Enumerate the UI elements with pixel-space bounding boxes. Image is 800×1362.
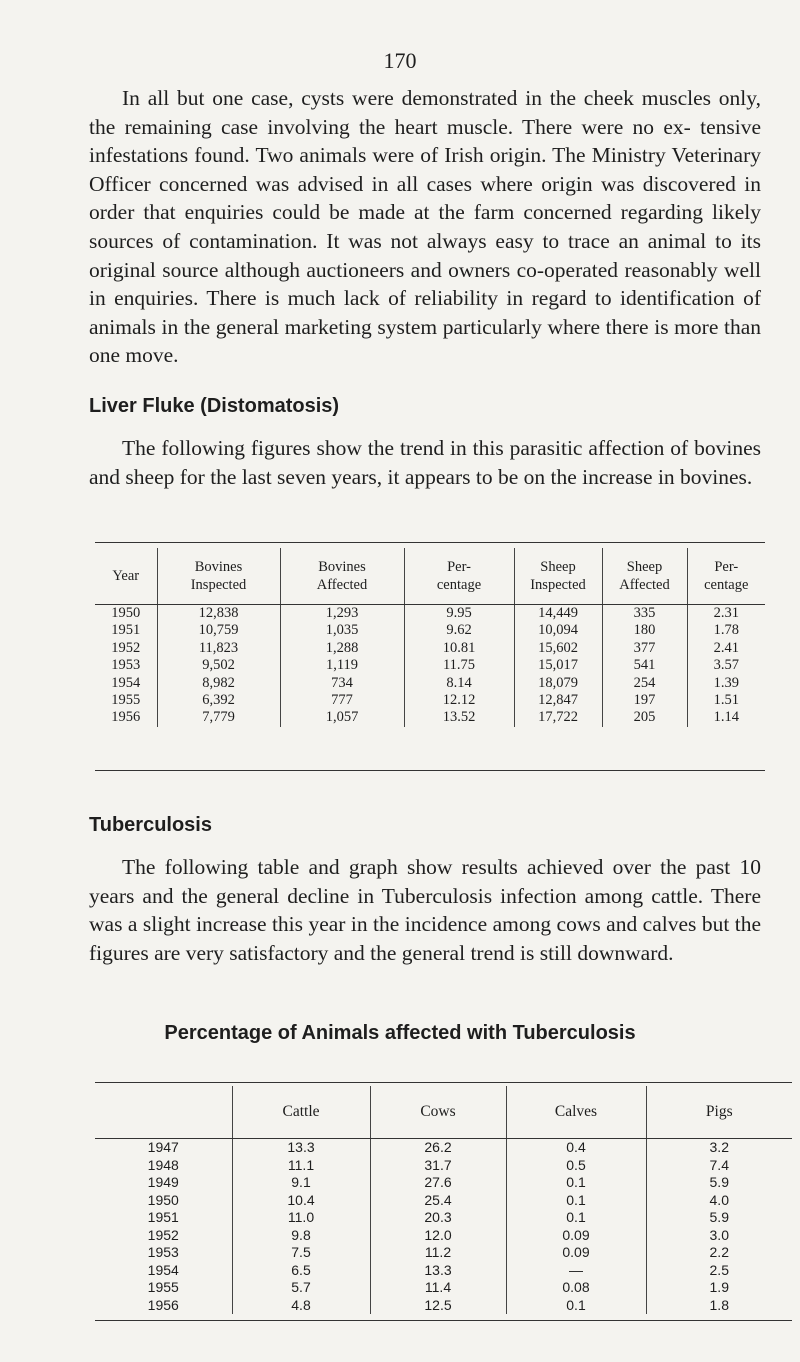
table-row <box>95 675 765 692</box>
value-cell: 27.6 <box>370 1174 506 1192</box>
value-cell: 734 <box>280 675 404 692</box>
value-cell: 1.78 <box>687 622 765 639</box>
value-cell: 9.1 <box>232 1174 370 1192</box>
value-cell: 20.3 <box>370 1209 506 1227</box>
value-cell: 11.0 <box>232 1209 370 1227</box>
value-cell: 17,722 <box>514 709 602 726</box>
value-cell: 18,079 <box>514 675 602 692</box>
year-cell: 1955 <box>147 1279 179 1295</box>
table-row <box>95 657 765 674</box>
column-header-bovines-affected: Bovines Affected <box>280 548 404 605</box>
value-cell: 10,094 <box>514 622 602 639</box>
column-header-bovines-inspected: Bovines Inspected <box>157 548 280 605</box>
value-cell: 0.08 <box>506 1279 646 1297</box>
column-header-bovines-percentage: Per- centage <box>404 548 514 605</box>
page-number: 170 <box>383 48 417 73</box>
value-cell: 8,982 <box>157 675 280 692</box>
value-cell: 5.7 <box>232 1279 370 1297</box>
column-header-cows: Cows <box>370 1086 506 1139</box>
table-row <box>95 1279 792 1297</box>
value-cell: 6.5 <box>232 1262 370 1280</box>
tuberculosis-line: The following table and graph show results achieved over the past <box>122 855 731 879</box>
value-cell: 11,823 <box>157 640 280 657</box>
value-cell: 12.0 <box>370 1227 506 1245</box>
year-cell: 1956 <box>111 709 141 726</box>
value-cell: 2.31 <box>687 605 765 623</box>
liver-fluke-table <box>95 548 765 727</box>
year-cell: 1951 <box>111 622 141 639</box>
year-cell: 1954 <box>147 1261 179 1278</box>
tuberculosis-paragraph <box>89 853 761 967</box>
intro-line: only, the remaining case involving the heart muscle. There were no ex- <box>89 86 761 139</box>
value-cell: 7.5 <box>232 1244 370 1262</box>
liver-fluke-line: in bovines. <box>657 464 753 489</box>
intro-line: easy to trace an animal to its original source although auctioneers and <box>89 228 761 282</box>
value-cell: 4.0 <box>646 1192 792 1210</box>
value-cell: 180 <box>602 622 687 639</box>
value-cell: 541 <box>602 657 687 674</box>
table-row <box>95 1174 792 1192</box>
value-cell: 13.3 <box>232 1139 370 1157</box>
value-cell: 12.5 <box>370 1297 506 1315</box>
value-cell: 8.14 <box>404 675 514 692</box>
year-cell: 1949 <box>147 1174 179 1190</box>
value-cell: 5.9 <box>646 1174 792 1192</box>
year-cell: 1953 <box>111 657 141 674</box>
value-cell: 11.4 <box>370 1279 506 1297</box>
column-header-calves: Calves <box>506 1086 646 1139</box>
value-cell: 1.14 <box>687 709 765 726</box>
value-cell: 0.1 <box>506 1297 646 1315</box>
intro-line: tensive infestations found. Two animals were of Irish origin. The <box>89 114 761 168</box>
tuberculosis-line: downward. <box>577 940 674 965</box>
value-cell: 377 <box>602 640 687 657</box>
value-cell: 1,035 <box>280 622 404 639</box>
value-cell: 12,838 <box>157 605 280 623</box>
table-row <box>95 709 765 726</box>
liver-fluke-paragraph <box>89 434 761 491</box>
value-cell: 9.62 <box>404 622 514 639</box>
value-cell: 0.4 <box>506 1139 646 1157</box>
intro-line: owners co-operated reasonably well in enquiries. There is much lack of <box>89 257 761 311</box>
tuberculosis-line: There was a slight increase this year in the incidence among cows and <box>89 883 761 937</box>
intro-line: reliability in regard to identification of animals in the general marketing <box>89 286 761 339</box>
value-cell: 0.5 <box>506 1157 646 1175</box>
value-cell: 2.2 <box>646 1244 792 1262</box>
value-cell: 0.1 <box>506 1174 646 1192</box>
value-cell: 26.2 <box>370 1139 506 1157</box>
table-bottom-rule <box>95 770 765 771</box>
column-header-sheep-affected: Sheep Affected <box>602 548 687 605</box>
value-cell: 1.8 <box>646 1297 792 1315</box>
value-cell: 3.57 <box>687 657 765 674</box>
value-cell: 12.12 <box>404 692 514 709</box>
value-cell: 13.3 <box>370 1262 506 1280</box>
value-cell: 7,779 <box>157 709 280 726</box>
value-cell: 4.8 <box>232 1297 370 1315</box>
column-header-sheep-percentage: Per- centage <box>687 548 765 605</box>
table-row <box>95 1157 792 1175</box>
year-cell: 1956 <box>147 1296 179 1313</box>
intro-line: In all but one case, cysts were demonstrated in the cheek muscles <box>122 86 711 110</box>
value-cell: 11.2 <box>370 1244 506 1262</box>
table-top-rule <box>95 1082 792 1083</box>
column-header-sheep-inspected: Sheep Inspected <box>514 548 602 605</box>
value-cell: 25.4 <box>370 1192 506 1210</box>
value-cell: 2.41 <box>687 640 765 657</box>
tuberculosis-heading: Tuberculosis <box>89 814 212 836</box>
value-cell: 10,759 <box>157 622 280 639</box>
table-row <box>95 692 765 709</box>
liver-fluke-line: bovines and sheep for the last seven years, it appears to be on the increase <box>89 436 762 489</box>
tuberculosis-line: 10 years and the general decline in Tuberculosis infection among cattle. <box>89 855 761 908</box>
year-cell: 1954 <box>111 674 141 691</box>
value-cell: 13.52 <box>404 709 514 726</box>
value-cell: 0.09 <box>506 1244 646 1262</box>
year-cell: 1952 <box>147 1226 179 1243</box>
value-cell: — <box>506 1262 646 1280</box>
tuberculosis-table <box>95 1086 792 1314</box>
value-cell: 1,119 <box>280 657 404 674</box>
value-cell: 3.0 <box>646 1227 792 1245</box>
year-cell: 1950 <box>147 1191 179 1208</box>
liver-fluke-heading: Liver Fluke (Distomatosis) <box>89 395 340 417</box>
table-row <box>95 1297 792 1315</box>
year-cell: 1948 <box>147 1156 179 1173</box>
column-header-cattle: Cattle <box>232 1086 370 1139</box>
liver-fluke-table-body <box>95 605 765 727</box>
tuberculosis-table-title: Percentage of Animals affected with Tuberculosis <box>164 1022 636 1044</box>
table-top-rule <box>95 542 765 543</box>
column-header-pigs: Pigs <box>646 1086 792 1139</box>
year-cell: 1951 <box>147 1209 179 1225</box>
value-cell: 6,392 <box>157 692 280 709</box>
intro-paragraph <box>89 84 761 370</box>
intro-line: concerned regarding likely sources of contamination. It was not always <box>89 200 762 253</box>
value-cell: 9.8 <box>232 1227 370 1245</box>
table-row <box>95 622 765 639</box>
value-cell: 205 <box>602 709 687 726</box>
value-cell: 10.4 <box>232 1192 370 1210</box>
column-header-year <box>95 1086 232 1139</box>
column-header-year: Year <box>95 548 157 605</box>
year-cell: 1952 <box>111 639 141 656</box>
value-cell: 3.2 <box>646 1139 792 1157</box>
value-cell: 335 <box>602 605 687 623</box>
liver-fluke-line: The following figures show the trend in this parasitic affection of <box>122 436 689 460</box>
value-cell: 9,502 <box>157 657 280 674</box>
table-row <box>95 1244 792 1262</box>
tuberculosis-table-body <box>95 1139 792 1315</box>
value-cell: 2.5 <box>646 1262 792 1280</box>
value-cell: 0.1 <box>506 1209 646 1227</box>
value-cell: 7.4 <box>646 1157 792 1175</box>
value-cell: 1.39 <box>687 675 765 692</box>
table-bottom-rule <box>95 1320 792 1321</box>
value-cell: 0.09 <box>506 1227 646 1245</box>
intro-line: origin was discovered in order that enquiries could be made at the farm <box>89 171 761 225</box>
value-cell: 1.9 <box>646 1279 792 1297</box>
table-row <box>95 1192 792 1210</box>
value-cell: 1,288 <box>280 640 404 657</box>
value-cell: 15,017 <box>514 657 602 674</box>
year-cell: 1950 <box>111 605 141 621</box>
value-cell: 1,057 <box>280 709 404 726</box>
table-row <box>95 1227 792 1245</box>
table-row <box>95 1139 792 1157</box>
value-cell: 254 <box>602 675 687 692</box>
value-cell: 197 <box>602 692 687 709</box>
table-row <box>95 640 765 657</box>
year-cell: 1953 <box>147 1244 179 1260</box>
year-cell: 1955 <box>111 692 141 709</box>
table-row <box>95 605 765 623</box>
tuberculosis-line: calves but the figures are very satisfactory and the general trend is still <box>89 912 761 965</box>
value-cell: 11.1 <box>232 1157 370 1175</box>
intro-line: system particularly where there is more than one move. <box>89 314 762 368</box>
value-cell: 777 <box>280 692 404 709</box>
table-row <box>95 1262 792 1280</box>
intro-line: Ministry Veterinary Officer concerned was advised in all cases where <box>89 143 762 196</box>
table-header-row <box>95 548 765 605</box>
value-cell: 9.95 <box>404 605 514 623</box>
value-cell: 11.75 <box>404 657 514 674</box>
table-row <box>95 1209 792 1227</box>
value-cell: 10.81 <box>404 640 514 657</box>
value-cell: 14,449 <box>514 605 602 623</box>
value-cell: 12,847 <box>514 692 602 709</box>
value-cell: 5.9 <box>646 1209 792 1227</box>
table-header-row <box>95 1086 792 1139</box>
year-cell: 1947 <box>147 1139 179 1155</box>
value-cell: 31.7 <box>370 1157 506 1175</box>
value-cell: 0.1 <box>506 1192 646 1210</box>
value-cell: 1.51 <box>687 692 765 709</box>
value-cell: 1,293 <box>280 605 404 623</box>
value-cell: 15,602 <box>514 640 602 657</box>
